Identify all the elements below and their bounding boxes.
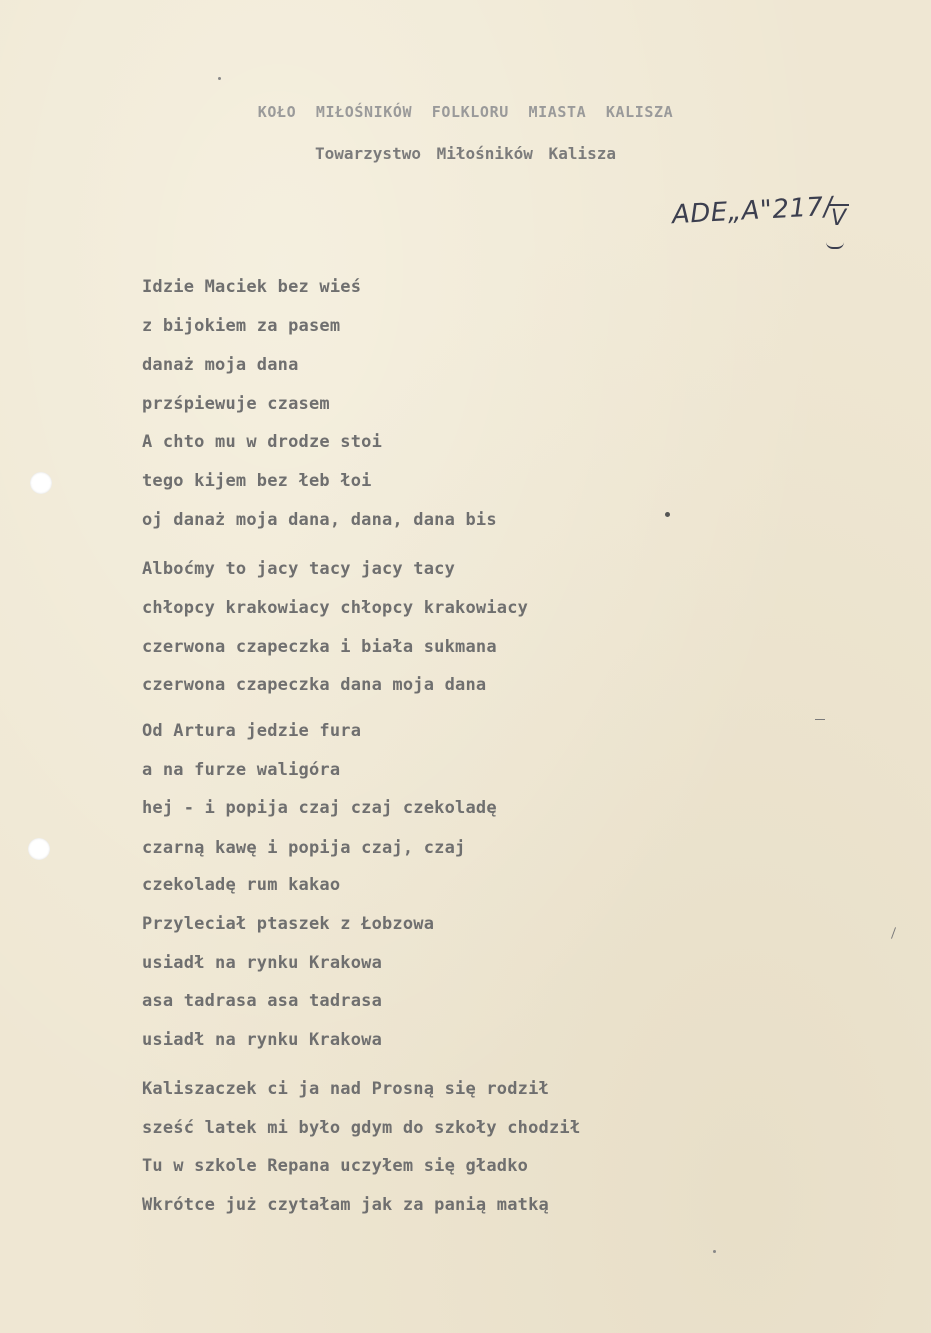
paper-mark <box>891 927 896 939</box>
verse-line: czarną kawę i popija czaj, czaj <box>142 838 466 858</box>
organization-title: KOŁO MIŁOŚNIKÓW FOLKLORU MIASTA KALISZA <box>257 103 674 121</box>
punch-hole-top <box>30 472 52 494</box>
verse-line: chłopcy krakowiacy chłopcy krakowiacy <box>142 598 529 618</box>
verse-line: oj danaż moja dana, dana, dana bis <box>142 510 497 530</box>
verse-line: Alboćmy to jacy tacy jacy tacy <box>142 559 456 579</box>
ink-speck <box>665 512 670 517</box>
verse-line: czerwona czapeczka i biała sukmana <box>142 637 497 657</box>
verse-line: a na furze waligóra <box>142 760 341 780</box>
organization-subtitle: Towarzystwo Miłośników Kalisza <box>315 144 616 163</box>
verse-line: tego kijem bez łeb łoi <box>142 471 372 491</box>
verse-line: czerwona czapeczka dana moja dana <box>142 675 487 695</box>
verse-line: sześć latek mi było gdym do szkoły chodził <box>142 1118 581 1138</box>
verse-line: Wkrótce już czytałam jak za panią matką <box>142 1195 549 1215</box>
verse-line: A chto mu w drodze stoi <box>142 432 383 452</box>
verse-line: Kaliszaczek ci ja nad Prosną się rodził <box>142 1079 549 1099</box>
verse-line: Idzie Maciek bez wieś <box>142 277 362 297</box>
ink-speck <box>713 1250 716 1253</box>
verse-line: usiadł na rynku Krakowa <box>142 1030 383 1050</box>
verse-line: Od Artura jedzie fura <box>142 721 362 741</box>
paper-mark <box>815 719 825 720</box>
archive-reference-mark: V <box>828 204 849 232</box>
ink-speck <box>218 77 221 80</box>
verse-line: czekoladę rum kakao <box>142 875 341 895</box>
verse-line: z bijokiem za pasem <box>142 316 341 336</box>
verse-line: asa tadrasa asa tadrasa <box>142 991 383 1011</box>
verse-line: Tu w szkole Repana uczyłem się gładko <box>142 1156 529 1176</box>
verse-line: hej - i popija czaj czaj czekoladę <box>142 798 497 818</box>
verse-line: Przyleciał ptaszek z Łobzowa <box>142 914 435 934</box>
punch-hole-bottom <box>28 838 50 860</box>
archive-reference: ADE„A"217/ <box>671 191 834 231</box>
verse-line: przśpiewuje czasem <box>142 394 330 414</box>
archive-reference-underline <box>826 242 844 249</box>
verse-line: danaż moja dana <box>142 355 299 375</box>
verse-line: usiadł na rynku Krakowa <box>142 953 383 973</box>
